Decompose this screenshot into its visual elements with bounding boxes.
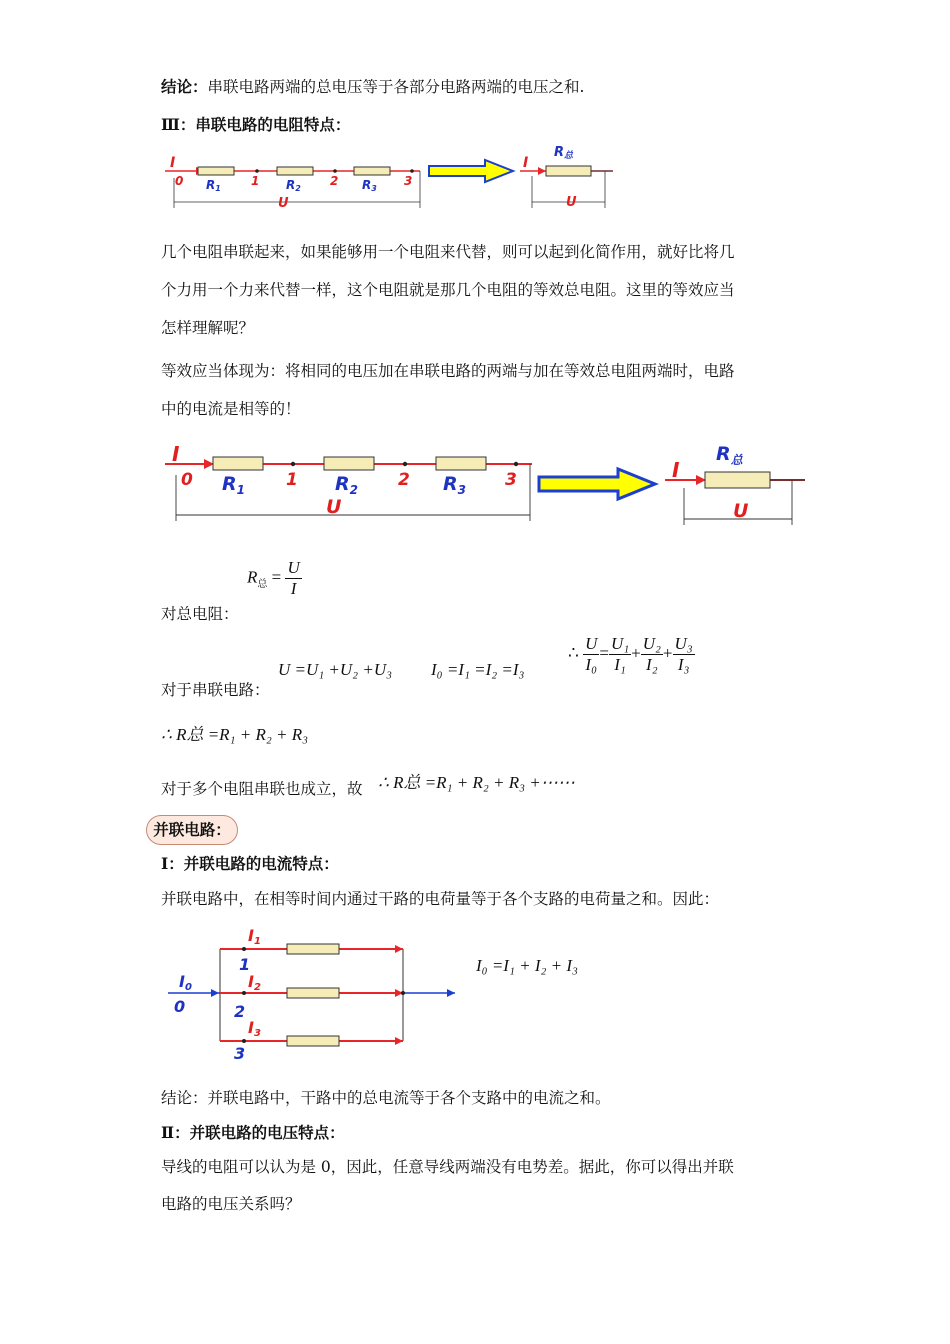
series-circuit-diagram-small bbox=[160, 140, 620, 220]
node-0-parallel: 0 bbox=[174, 997, 186, 1016]
parallel-circuit-badge: 并联电路： bbox=[146, 815, 238, 845]
svg-text:R3 bbox=[362, 178, 377, 193]
ratio-d0: I₀ bbox=[585, 655, 597, 674]
i2-sub: 2 bbox=[253, 982, 261, 993]
i1-label: I bbox=[248, 926, 254, 945]
equation-total-resistance bbox=[247, 558, 302, 599]
i0-label: I bbox=[179, 972, 185, 991]
svg-text:I0 bbox=[179, 972, 192, 993]
node-3-parallel: 3 bbox=[234, 1044, 246, 1063]
node-1-label: 1 bbox=[251, 174, 260, 188]
eq-voltage-label-large: U bbox=[733, 500, 749, 522]
many-resistors-text: 对于多个电阻串联也成立，故 bbox=[161, 780, 363, 798]
node-3-label: 3 bbox=[404, 174, 413, 188]
equation-parallel-current: I₀ =I₁ + I₂ + I₃ bbox=[476, 956, 578, 975]
para-parallel-voltage-1: 导线的电阻可以认为是 0，因此，任意导线两端没有电势差。据此，你可以得出并联 bbox=[161, 1158, 734, 1176]
eq-denominator: I bbox=[290, 579, 297, 598]
total-resistance-label: 对总电阻： bbox=[161, 605, 239, 623]
conclusion-line-1 bbox=[161, 76, 584, 98]
conclusion-body: 串联电路两端的总电压等于各部分电路两端的电压之和. bbox=[207, 78, 585, 96]
para-equivalence-def-1: 等效应当体现为：将相同的电压加在串联电路的两端与加在等效总电阻两端时，电路 bbox=[161, 362, 735, 380]
series-circuit-diagram-large bbox=[160, 437, 810, 537]
svg-text:R1 bbox=[206, 178, 221, 193]
node-2-parallel: 2 bbox=[234, 1002, 246, 1021]
node-1-parallel: 1 bbox=[239, 955, 251, 974]
ratio-d1: I₁ bbox=[614, 655, 626, 674]
r2-label-large: R bbox=[335, 473, 350, 495]
i0-sub: 0 bbox=[184, 982, 192, 993]
node-0-label-large: 0 bbox=[181, 470, 193, 490]
para-equivalent-3: 怎样理解呢？ bbox=[161, 319, 255, 337]
r2-label: R bbox=[286, 178, 296, 192]
svg-text:R1 bbox=[222, 473, 245, 497]
node-1-label-large: 1 bbox=[286, 470, 298, 490]
conclusion-head: 结论： bbox=[161, 77, 208, 96]
eq-equals: = bbox=[271, 567, 282, 587]
voltage-label: U bbox=[278, 196, 289, 211]
ratio-d2: I₂ bbox=[646, 655, 658, 674]
eq-r-sub: 总 bbox=[257, 578, 268, 590]
node-3-label-large: 3 bbox=[505, 470, 517, 490]
heading-parallel-current: Ⅰ：并联电路的电流特点： bbox=[161, 854, 339, 873]
svg-text:R2 bbox=[286, 178, 301, 193]
req-label-large: R bbox=[716, 443, 731, 465]
ratio-n3: U₃ bbox=[674, 634, 693, 653]
para-equivalence-def-2: 中的电流是相等的！ bbox=[161, 400, 301, 418]
svg-text:I1 bbox=[248, 926, 261, 947]
eq-current-label: I bbox=[523, 155, 529, 171]
ratio-d3: I₃ bbox=[677, 655, 690, 674]
r1-sub-large: 1 bbox=[236, 483, 245, 497]
para-parallel-voltage-2: 电路的电压关系吗？ bbox=[161, 1195, 301, 1213]
svg-text:R总 bbox=[716, 443, 744, 467]
voltage-label-large: U bbox=[326, 496, 342, 518]
i2-label: I bbox=[248, 972, 254, 991]
ratio-n2: U₂ bbox=[642, 634, 661, 653]
r2-sub: 2 bbox=[295, 184, 301, 193]
i1-sub: 1 bbox=[253, 936, 261, 947]
r1-label-large: R bbox=[222, 473, 237, 495]
eq-voltage-label: U bbox=[566, 195, 577, 210]
r3-sub-large: 3 bbox=[457, 483, 466, 497]
node-2-label: 2 bbox=[330, 174, 339, 188]
eq-numerator: U bbox=[287, 558, 300, 577]
ratio-n0: U bbox=[585, 634, 598, 653]
equation-resistance-sum: ∴ R总 =R₁ + R₂ + R₃ bbox=[161, 725, 308, 744]
current-label: I bbox=[170, 155, 176, 171]
svg-text:R总 bbox=[554, 145, 574, 161]
heading-series-resistance: Ⅲ：串联电路的电阻特点： bbox=[161, 115, 351, 134]
para-equivalent-1: 几个电阻串联起来，如果能够用一个电阻来代替，则可以起到化简作用，就好比将几 bbox=[161, 243, 735, 261]
therefore-symbol: ∴ bbox=[568, 643, 579, 663]
r2-sub-large: 2 bbox=[349, 483, 358, 497]
equation-ratio: ∴ $\frac{U}{\text{I₀}}$ = $\frac{\text{U₁}}{\text{I₁}}$ + $\frac{\text{U₂}}{\text{I₂}}$ + $\frac{\text{U₃}}{\text{I₃}}$ bbox=[568, 634, 693, 674]
parallel-circuit-diagram bbox=[165, 925, 465, 1065]
req-sub: 总 bbox=[564, 151, 574, 161]
r3-label: R bbox=[362, 178, 372, 192]
eq-current-label-large: I bbox=[672, 458, 680, 482]
ratio-n1: U₁ bbox=[610, 634, 630, 653]
equation-resistance-many: ∴ R总 =R₁ + R₂ + R₃ +⋯⋯ bbox=[378, 773, 575, 792]
para-equivalent-2: 个力用一个力来代替一样，这个电阻就是那几个电阻的等效总电阻。这里的等效应当 bbox=[161, 281, 735, 299]
node-0-label: 0 bbox=[175, 174, 184, 188]
series-circuit-label: 对于串联电路： bbox=[161, 681, 270, 699]
svg-text:I3 bbox=[248, 1018, 261, 1039]
equation-series-current: I₀ =I₁ =I₂ =I₃ bbox=[431, 660, 525, 679]
svg-text:R2 bbox=[335, 473, 358, 497]
r1-label: R bbox=[206, 178, 216, 192]
equation-series-voltage: U =U₁ +U₂ +U₃ bbox=[278, 660, 393, 679]
svg-text:I2 bbox=[248, 972, 261, 993]
req-sub-large: 总 bbox=[730, 453, 743, 467]
svg-text:R3 bbox=[443, 473, 466, 497]
i3-label: I bbox=[248, 1018, 254, 1037]
heading-parallel-voltage: Ⅱ：并联电路的电压特点： bbox=[161, 1123, 345, 1142]
r3-label-large: R bbox=[443, 473, 458, 495]
r3-sub: 3 bbox=[371, 184, 377, 193]
i3-sub: 3 bbox=[253, 1028, 261, 1039]
r1-sub: 1 bbox=[215, 184, 221, 193]
current-label-large: I bbox=[172, 442, 180, 466]
req-label: R bbox=[554, 145, 565, 160]
node-2-label-large: 2 bbox=[398, 470, 410, 490]
eq-r: R bbox=[247, 567, 258, 587]
parallel-conclusion: 结论：并联电路中，干路中的总电流等于各个支路中的电流之和。 bbox=[161, 1089, 611, 1107]
para-parallel-charge: 并联电路中，在相等时间内通过干路的电荷量等于各个支路的电荷量之和。因此： bbox=[161, 890, 720, 908]
